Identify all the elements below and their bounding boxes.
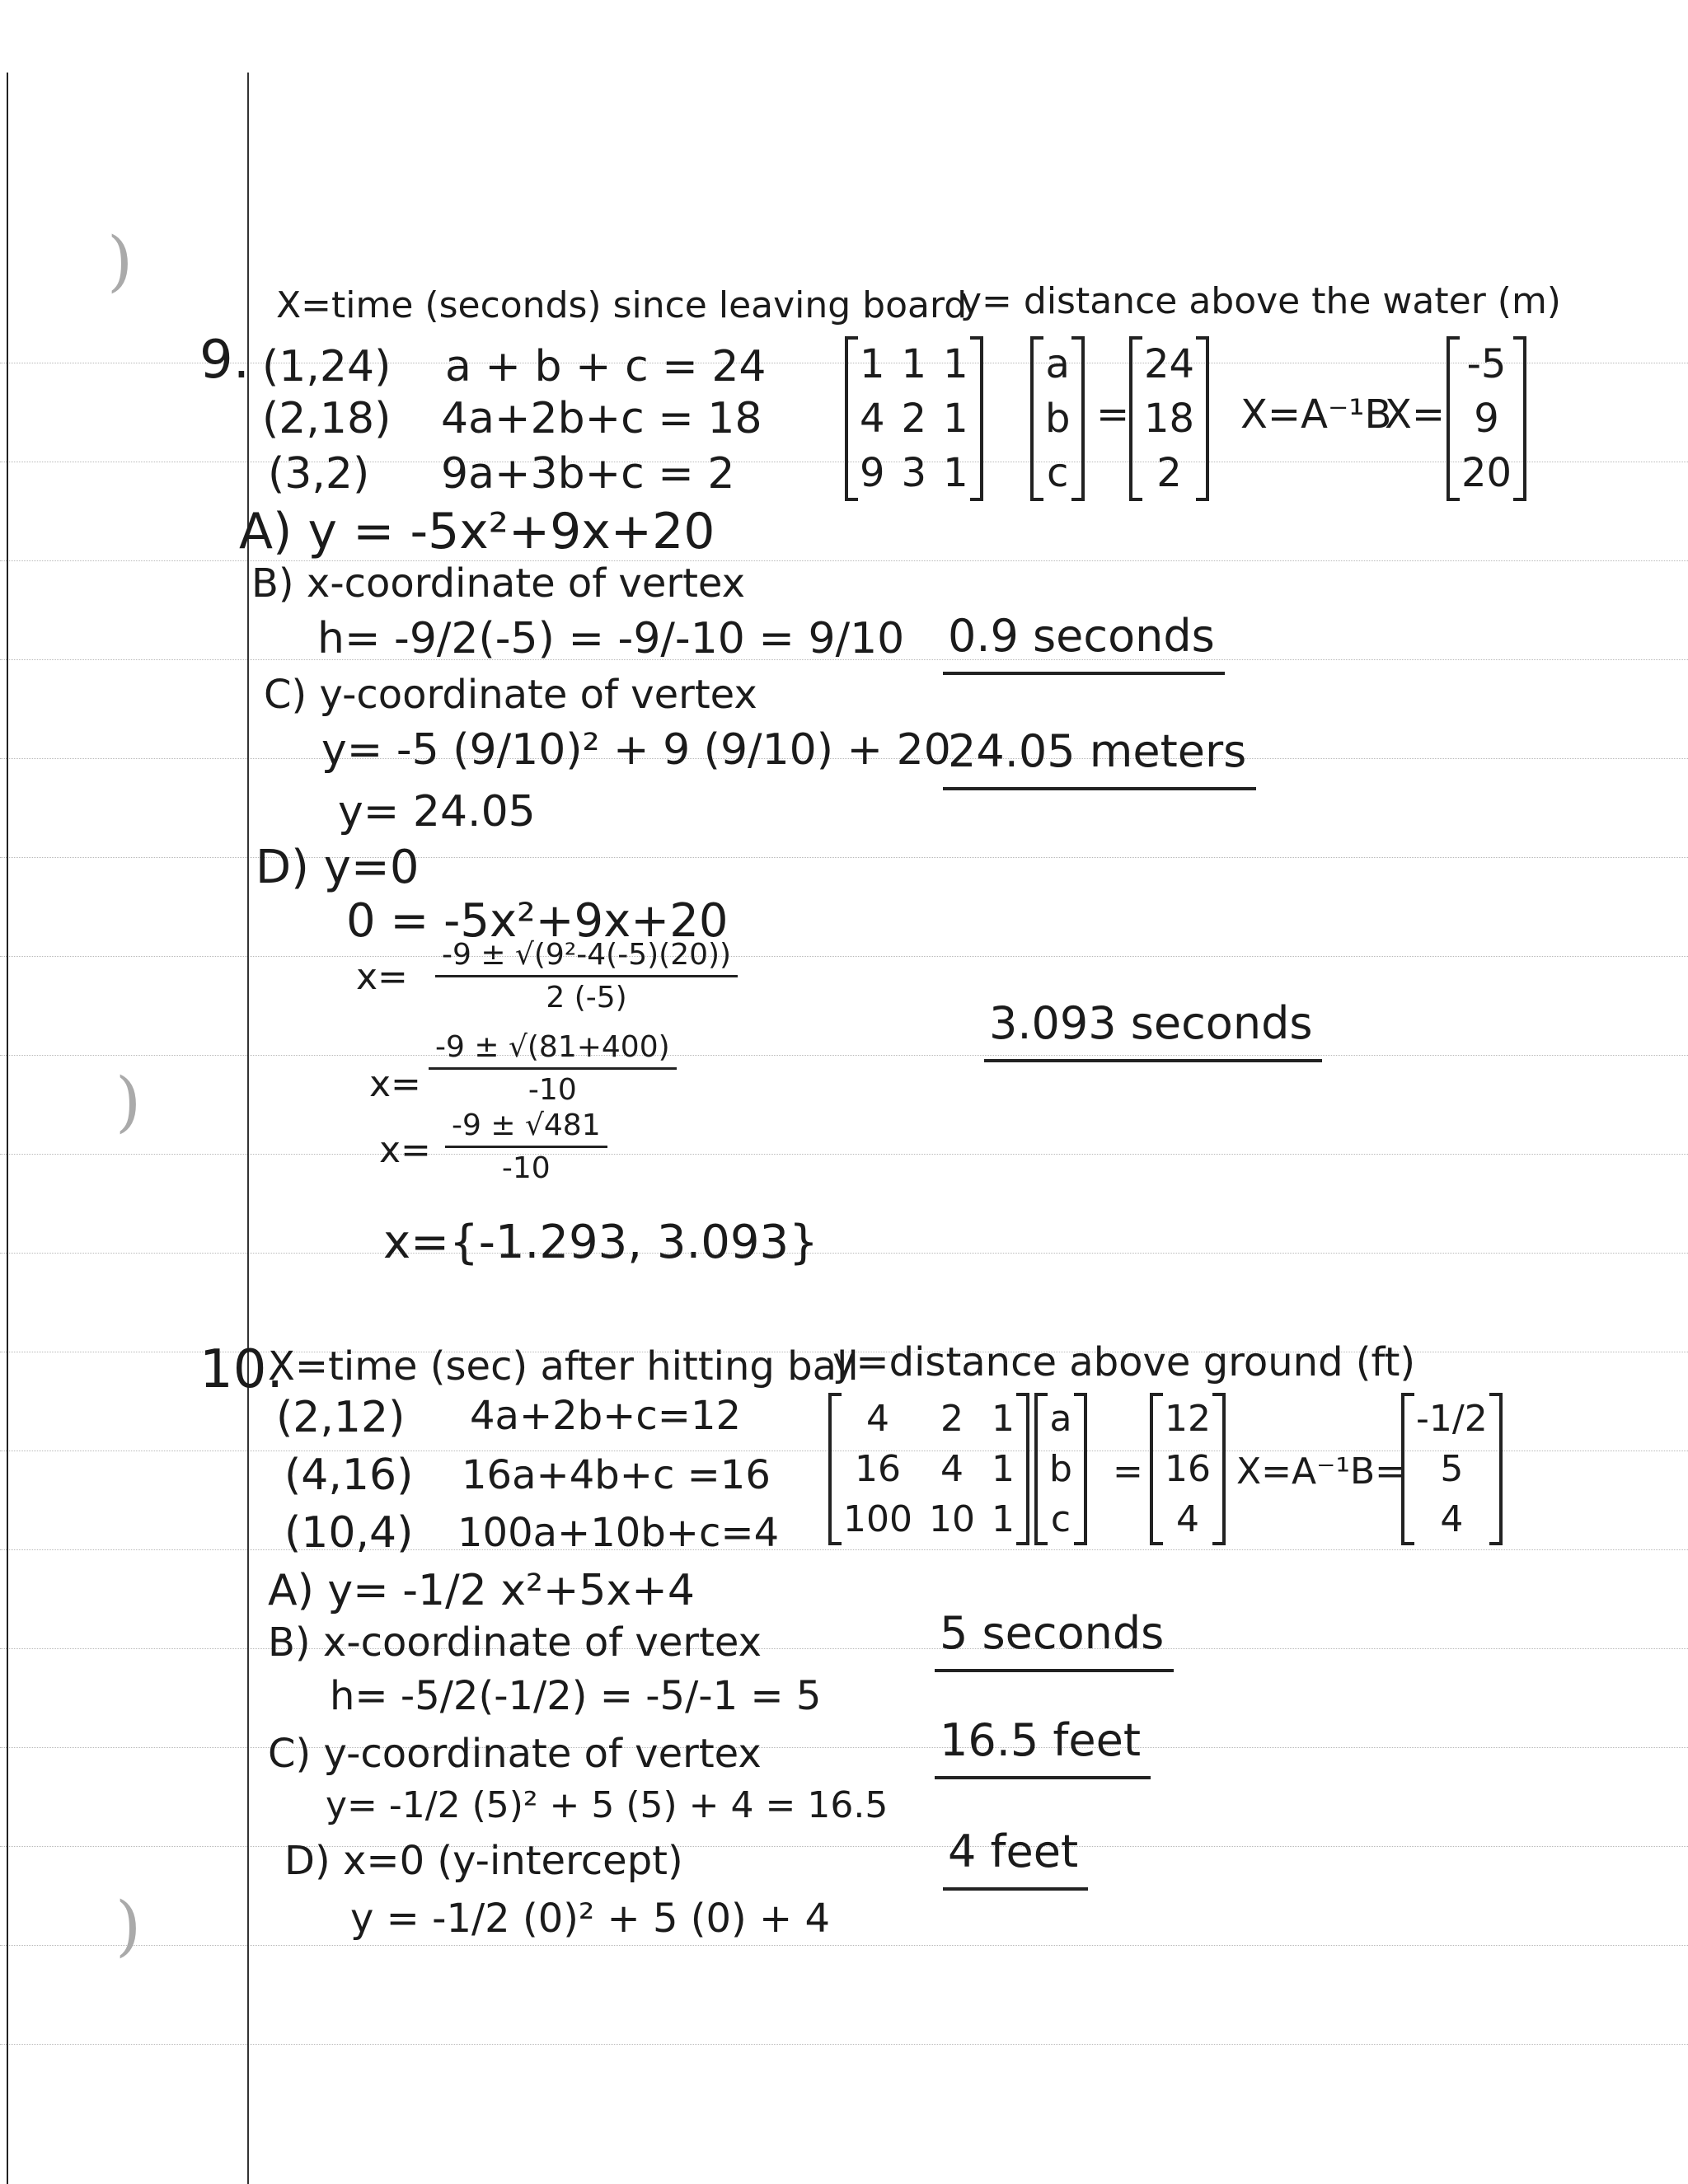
matrix-entry: 1 bbox=[943, 341, 968, 387]
part-b-label: B) x-coordinate of vertex bbox=[251, 560, 746, 607]
denominator: 2 (-5) bbox=[546, 981, 627, 1015]
part-a-equation: A) y = -5x²+9x+20 bbox=[239, 503, 715, 560]
x-equals: X= bbox=[1385, 391, 1446, 438]
equals-sign: = bbox=[1113, 1451, 1143, 1493]
matrix-entry: 16 bbox=[854, 1448, 901, 1490]
matrix-entry: 4 bbox=[940, 1448, 964, 1490]
matrix-entry: 2 bbox=[901, 396, 927, 442]
y-definition: y=distance above ground (ft) bbox=[832, 1339, 1416, 1385]
matrix-entry: 4 bbox=[865, 1398, 889, 1440]
rule-line bbox=[0, 1846, 1688, 1847]
system-equation: 100a+10b+c=4 bbox=[457, 1510, 780, 1556]
rule-line bbox=[0, 1055, 1688, 1056]
punch-hole: ) bbox=[115, 1887, 142, 1964]
part-d-equation: 0 = -5x²+9x+20 bbox=[346, 894, 729, 948]
part-b-work: h= -5/2(-1/2) = -5/-1 = 5 bbox=[330, 1673, 822, 1719]
part-d-answer: 3.093 seconds bbox=[989, 997, 1313, 1049]
numerator: -9 ± √481 bbox=[445, 1108, 607, 1148]
system-equation: a + b + c = 24 bbox=[445, 342, 767, 391]
part-c-label: C) y-coordinate of vertex bbox=[264, 672, 757, 718]
vector-entry: 24 bbox=[1144, 341, 1195, 387]
vector-entry: 18 bbox=[1144, 396, 1195, 442]
solution-set: x={-1.293, 3.093} bbox=[383, 1216, 818, 1269]
quadratic-formula-fraction bbox=[429, 1030, 677, 1107]
rule-line bbox=[0, 956, 1688, 957]
y-definition: y= distance above the water (m) bbox=[960, 280, 1561, 322]
constant-vector bbox=[1150, 1393, 1226, 1545]
denominator: -10 bbox=[501, 1151, 551, 1185]
x-definition: X=time (seconds) since leaving board bbox=[276, 284, 968, 326]
problem-number: 10. bbox=[199, 1339, 284, 1400]
system-equation: 9a+3b+c = 2 bbox=[441, 449, 735, 499]
matrix-entry: 1 bbox=[991, 1448, 1015, 1490]
vector-entry: b bbox=[1049, 1448, 1072, 1490]
coefficient-matrix bbox=[845, 336, 983, 501]
matrix-entry: 10 bbox=[928, 1498, 975, 1540]
vector-entry: 2 bbox=[1156, 450, 1182, 496]
vector-entry: a bbox=[1049, 1398, 1072, 1440]
data-point: (3,2) bbox=[268, 449, 370, 499]
variable-vector bbox=[1030, 336, 1085, 501]
rule-line bbox=[0, 1549, 1688, 1550]
rule-line bbox=[0, 2044, 1688, 2045]
x-equals: x= bbox=[356, 956, 408, 998]
vector-entry: -1/2 bbox=[1416, 1398, 1488, 1440]
part-a-equation: A) y= -1/2 x²+5x+4 bbox=[268, 1566, 695, 1615]
data-point: (10,4) bbox=[284, 1508, 414, 1558]
variable-vector bbox=[1034, 1393, 1087, 1545]
x-equals: x= bbox=[369, 1063, 421, 1105]
part-b-answer: 5 seconds bbox=[940, 1607, 1165, 1659]
matrix-entry: 1 bbox=[943, 396, 968, 442]
matrix-entry: 1 bbox=[991, 1398, 1015, 1440]
x-equals: x= bbox=[379, 1129, 431, 1171]
part-c-work: y= -1/2 (5)² + 5 (5) + 4 = 16.5 bbox=[326, 1784, 889, 1826]
problem-number: 9. bbox=[199, 330, 251, 391]
quadratic-formula-fraction bbox=[445, 1108, 607, 1185]
vector-entry: 12 bbox=[1165, 1398, 1211, 1440]
punch-hole: ) bbox=[107, 223, 134, 299]
part-b-label: B) x-coordinate of vertex bbox=[268, 1619, 762, 1666]
vector-entry: 20 bbox=[1461, 450, 1512, 496]
matrix-entry: 2 bbox=[940, 1398, 964, 1440]
rule-line bbox=[0, 1154, 1688, 1155]
numerator: -9 ± √(9²-4(-5)(20)) bbox=[435, 938, 738, 977]
numerator: -9 ± √(81+400) bbox=[429, 1030, 677, 1070]
part-c-work: y= -5 (9/10)² + 9 (9/10) + 20 bbox=[321, 725, 951, 775]
rule-line bbox=[0, 857, 1688, 858]
matrix-entry: 1 bbox=[860, 341, 885, 387]
matrix-entry: 9 bbox=[860, 450, 885, 496]
part-d-label: D) x=0 (y-intercept) bbox=[284, 1838, 683, 1884]
equals-sign: = bbox=[1096, 391, 1130, 438]
part-b-work: h= -9/2(-5) = -9/-10 = 9/10 bbox=[317, 614, 905, 663]
constant-vector bbox=[1129, 336, 1209, 501]
part-c-answer: 24.05 meters bbox=[948, 725, 1247, 777]
matrix-entry: 4 bbox=[860, 396, 885, 442]
vector-entry: 4 bbox=[1176, 1498, 1199, 1540]
rule-line bbox=[0, 1945, 1688, 1946]
coefficient-matrix bbox=[828, 1393, 1029, 1545]
system-equation: 4a+2b+c=12 bbox=[470, 1393, 742, 1439]
matrix-entry: 1 bbox=[991, 1498, 1015, 1540]
part-d-label: D) y=0 bbox=[256, 841, 420, 894]
rule-line bbox=[0, 1747, 1688, 1748]
solve-formula: X=A⁻¹B bbox=[1240, 391, 1392, 438]
solve-formula: X=A⁻¹B= bbox=[1236, 1451, 1406, 1493]
rule-line bbox=[0, 1253, 1688, 1254]
part-d-work: y = -1/2 (0)² + 5 (0) + 4 bbox=[350, 1896, 830, 1942]
part-c-result: y= 24.05 bbox=[338, 787, 536, 837]
vector-entry: c bbox=[1047, 450, 1069, 496]
system-equation: 16a+4b+c =16 bbox=[462, 1452, 771, 1498]
data-point: (4,16) bbox=[284, 1451, 414, 1500]
rule-line bbox=[0, 1648, 1688, 1649]
vector-entry: -5 bbox=[1466, 341, 1507, 387]
vector-entry: a bbox=[1045, 341, 1070, 387]
solution-vector bbox=[1401, 1393, 1503, 1545]
vector-entry: 9 bbox=[1474, 396, 1499, 442]
solution-vector bbox=[1447, 336, 1526, 501]
matrix-entry: 1 bbox=[943, 450, 968, 496]
part-d-answer: 4 feet bbox=[948, 1825, 1079, 1877]
punch-hole: ) bbox=[115, 1063, 142, 1140]
data-point: (2,18) bbox=[262, 394, 392, 443]
data-point: (1,24) bbox=[262, 342, 392, 391]
x-definition: X=time (sec) after hitting ball bbox=[268, 1343, 859, 1390]
matrix-entry: 1 bbox=[901, 341, 927, 387]
vector-entry: 4 bbox=[1440, 1498, 1464, 1540]
data-point: (2,12) bbox=[276, 1393, 406, 1442]
matrix-entry: 3 bbox=[901, 450, 927, 496]
vector-entry: 16 bbox=[1165, 1448, 1211, 1490]
part-c-label: C) y-coordinate of vertex bbox=[268, 1731, 762, 1777]
matrix-entry: 100 bbox=[843, 1498, 912, 1540]
vector-entry: 5 bbox=[1440, 1448, 1464, 1490]
part-b-answer: 0.9 seconds bbox=[948, 610, 1215, 662]
part-c-answer: 16.5 feet bbox=[940, 1714, 1142, 1766]
page-edge bbox=[7, 73, 8, 2184]
quadratic-formula-fraction bbox=[435, 938, 738, 1015]
vector-entry: b bbox=[1045, 396, 1071, 442]
system-equation: 4a+2b+c = 18 bbox=[441, 394, 762, 443]
denominator: -10 bbox=[528, 1073, 577, 1107]
vector-entry: c bbox=[1050, 1498, 1071, 1540]
